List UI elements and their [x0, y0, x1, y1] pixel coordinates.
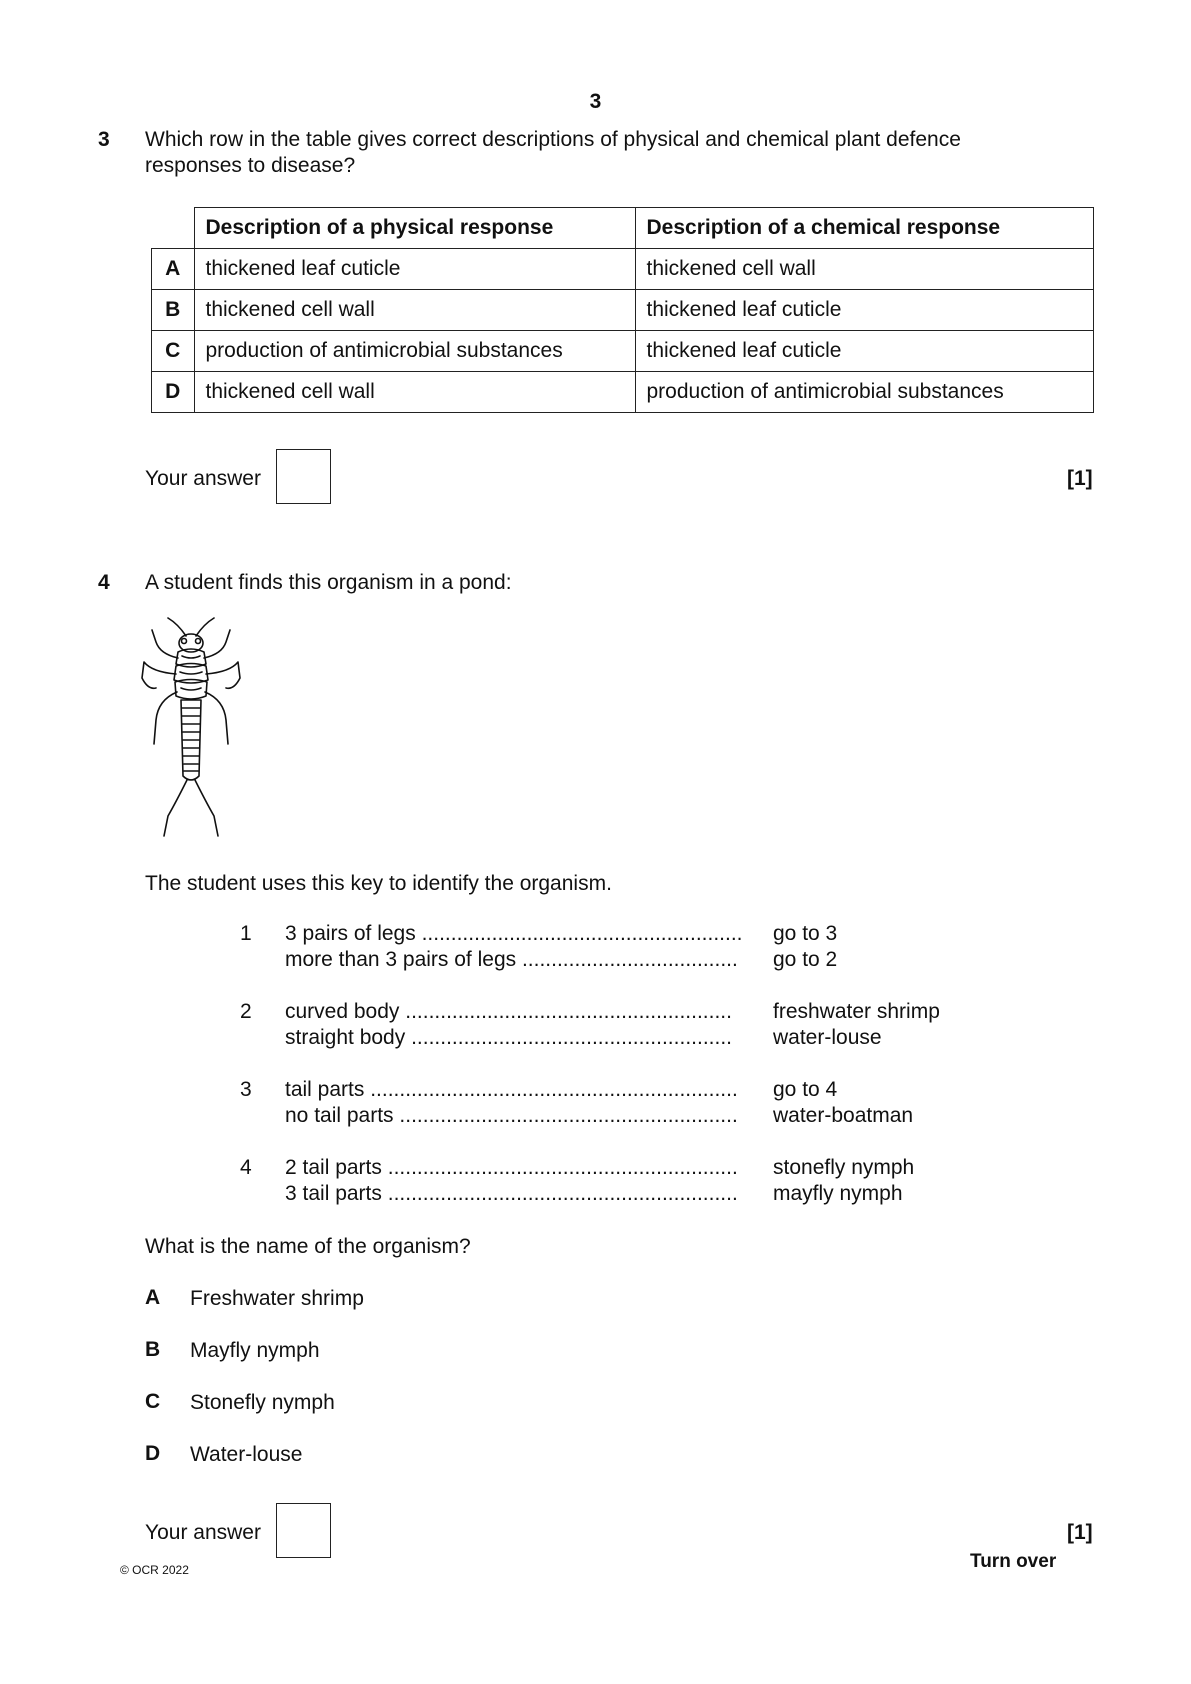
left-antenna: [168, 618, 186, 636]
right-tail-part: [195, 780, 218, 836]
key-line-result: stonefly nymph: [773, 1156, 915, 1179]
key-line: [285, 1104, 738, 1128]
option-letter: B: [145, 1338, 161, 1361]
left-hind-leg: [154, 692, 177, 744]
key-step-number: 1: [240, 922, 252, 945]
key-line-result: go to 3: [773, 922, 838, 945]
right-middle-leg: [206, 662, 240, 688]
right-antenna: [196, 618, 214, 636]
stonefly-nymph-illustration: [138, 616, 244, 838]
key-line: [285, 948, 738, 972]
physical-response-cell: production of antimicrobial substances: [194, 331, 635, 372]
option-text: Mayfly nymph: [190, 1339, 320, 1362]
key-line-dots: ............................................................: [387, 1156, 738, 1179]
key-line-dots: .....................................: [521, 948, 738, 971]
key-line: [285, 1182, 738, 1206]
question-4-answer-label: Your answer: [145, 1521, 261, 1544]
question-3-marks: [1]: [1067, 467, 1093, 490]
option-text: Freshwater shrimp: [190, 1287, 364, 1310]
option-text: Water-louse: [190, 1443, 303, 1466]
key-line-text: 3 pairs of legs: [285, 922, 416, 945]
question-4-prompt: What is the name of the organism?: [145, 1235, 471, 1258]
question-3-answer-label: Your answer: [145, 467, 261, 490]
left-middle-leg: [142, 662, 176, 688]
option-text: Stonefly nymph: [190, 1391, 335, 1414]
key-line-text: no tail parts: [285, 1104, 394, 1127]
key-line-dots: .......................................................: [421, 922, 743, 945]
key-line-dots: ...............................................................: [370, 1078, 738, 1101]
key-line-text: straight body: [285, 1026, 406, 1049]
key-line-result: water-boatman: [773, 1104, 914, 1127]
row-letter: C: [152, 331, 195, 372]
chemical-response-cell: production of antimicrobial substances: [635, 372, 1094, 413]
right-front-leg: [204, 630, 230, 658]
chemical-response-cell: thickened leaf cuticle: [635, 331, 1094, 372]
left-eye: [182, 639, 187, 644]
page-number: 3: [589, 90, 602, 113]
table-header-row: [152, 208, 1094, 249]
table-corner-cell: [152, 208, 195, 249]
chemical-response-cell: thickened cell wall: [635, 249, 1094, 290]
left-tail-part: [164, 780, 187, 836]
key-intro: The student uses this key to identify the organism.: [145, 872, 612, 895]
option-letter: A: [145, 1286, 161, 1309]
option-letter: C: [145, 1390, 161, 1413]
question-3-text-line1: Which row in the table gives correct descriptions of physical and chemical plant defence: [145, 128, 961, 151]
right-hind-leg: [205, 692, 228, 744]
table-row: [152, 290, 1094, 331]
question-3-text-line2: responses to disease?: [145, 154, 356, 177]
key-line: [285, 1026, 732, 1050]
row-letter: D: [152, 372, 195, 413]
key-line-text: curved body: [285, 1000, 400, 1023]
key-line-text: 2 tail parts: [285, 1156, 382, 1179]
question-4-number: 4: [98, 571, 110, 594]
question-3-table: [151, 207, 1094, 413]
copyright-notice: © OCR 2022: [120, 1563, 189, 1577]
option-letter: D: [145, 1442, 161, 1465]
physical-response-cell: thickened leaf cuticle: [194, 249, 635, 290]
question-3-text: [145, 127, 961, 179]
key-line-result: go to 4: [773, 1078, 838, 1101]
key-line: [285, 1000, 732, 1024]
key-line: [285, 922, 743, 946]
key-line: [285, 1156, 738, 1180]
question-4-marks: [1]: [1067, 1521, 1093, 1544]
key-line-result: freshwater shrimp: [773, 1000, 940, 1023]
key-line-dots: ........................................................: [405, 1000, 732, 1023]
question-4-text: A student finds this organism in a pond:: [145, 571, 512, 594]
question-3-answer-box[interactable]: [276, 449, 331, 504]
key-step-number: 3: [240, 1078, 252, 1101]
physical-response-header: Description of a physical response: [194, 208, 635, 249]
physical-response-cell: thickened cell wall: [194, 372, 635, 413]
physical-response-cell: thickened cell wall: [194, 290, 635, 331]
abdomen-segments: [182, 708, 200, 771]
key-line-text: more than 3 pairs of legs: [285, 948, 517, 971]
key-line-text: tail parts: [285, 1078, 365, 1101]
key-line-dots: ..........................................................: [399, 1104, 738, 1127]
table-row: [152, 331, 1094, 372]
table-row: [152, 372, 1094, 413]
question-4-answer-box[interactable]: [276, 1503, 331, 1558]
row-letter: A: [152, 249, 195, 290]
key-line: [285, 1078, 738, 1102]
right-eye: [196, 639, 201, 644]
key-line-dots: ............................................................: [387, 1182, 738, 1205]
question-3-number: 3: [98, 128, 110, 151]
key-line-result: mayfly nymph: [773, 1182, 903, 1205]
thorax-detail: [180, 656, 202, 690]
key-line-dots: .......................................................: [411, 1026, 732, 1049]
row-letter: B: [152, 290, 195, 331]
key-line-result: water-louse: [773, 1026, 882, 1049]
chemical-response-cell: thickened leaf cuticle: [635, 290, 1094, 331]
table-row: [152, 249, 1094, 290]
key-line-result: go to 2: [773, 948, 838, 971]
chemical-response-header: Description of a chemical response: [635, 208, 1094, 249]
key-step-number: 2: [240, 1000, 252, 1023]
left-front-leg: [152, 630, 178, 658]
key-line-text: 3 tail parts: [285, 1182, 382, 1205]
key-step-number: 4: [240, 1156, 252, 1179]
turn-over-label: Turn over: [970, 1551, 1057, 1572]
